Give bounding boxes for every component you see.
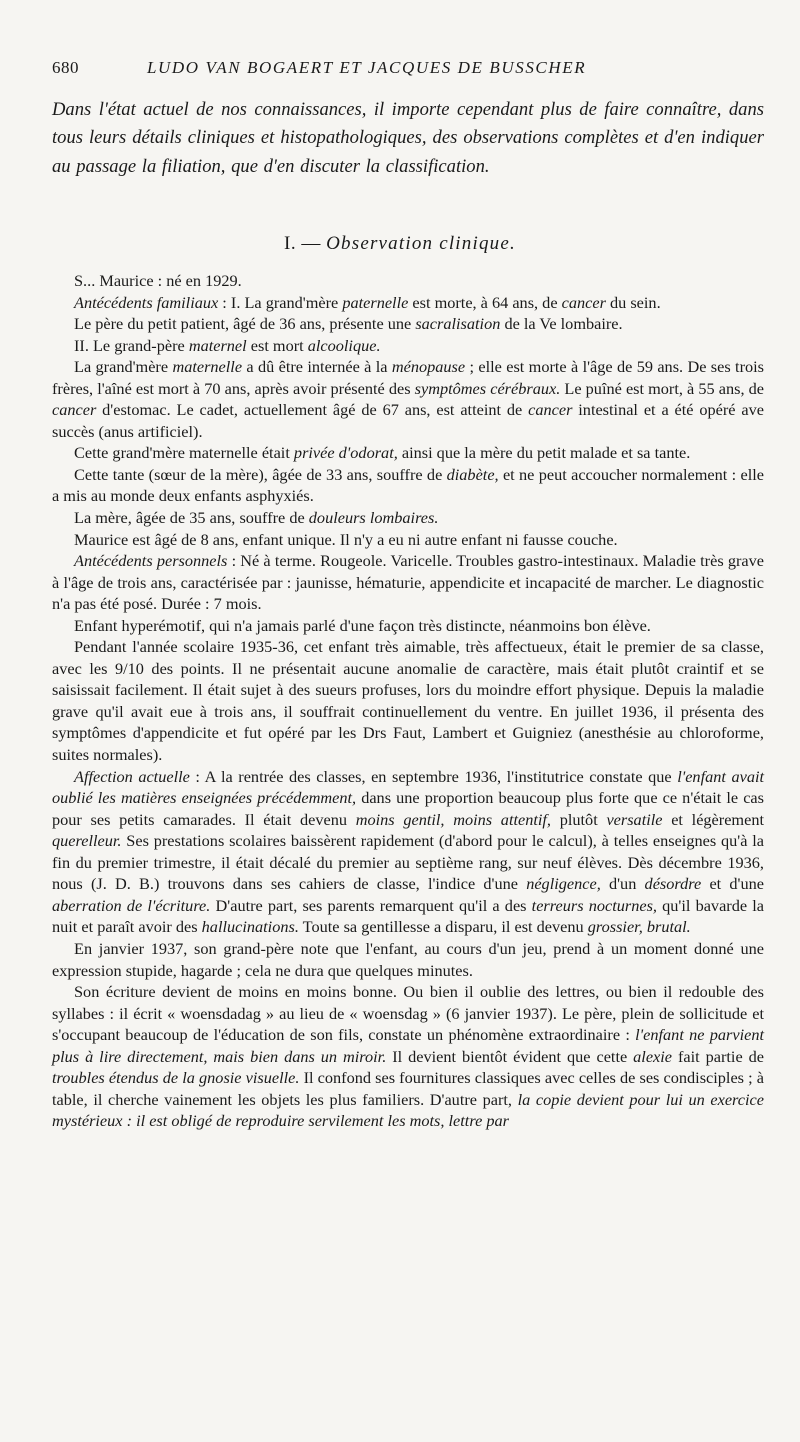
paragraph bbox=[52, 356, 764, 442]
text-run: S... Maurice : né en 1929. bbox=[74, 271, 242, 290]
text-run: D'autre part, ses parents remarquent qu'il a des bbox=[210, 895, 532, 915]
text-run: intestinal et a été opéré ave succès (anus artificiel). bbox=[52, 400, 764, 441]
italic-run: paternelle bbox=[342, 292, 409, 312]
paragraph bbox=[52, 529, 764, 551]
section-heading bbox=[0, 233, 800, 255]
text-run: de la Ve lombaire. bbox=[500, 314, 623, 334]
paragraph bbox=[52, 292, 764, 314]
section-title: Observation clinique. bbox=[326, 233, 516, 254]
italic-run: troubles étendus de la gnosie visuelle. bbox=[52, 1068, 300, 1088]
text-run: Pendant l'année scolaire 1935-36, cet enfant très aimable, très affectueux, était le premier de sa classe, avec les 9/10 des points. Il ne présentait aucune anomalie de caractère, mais était plutôt craintif et se saisissait facilement. Il était sujet à des sueurs profuses, lors du moindre effort physique. Depuis la maladie grave qu'il avait eue à trois ans, il souffrait continuellement du ventre. En juillet 1936, il présenta des symptômes d'appendicite et fut opéré par les Drs Faut, Lambert et Guigniez (anesthésie au chloroforme, suites normales). bbox=[52, 637, 764, 765]
italic-run: ménopause bbox=[391, 357, 466, 377]
italic-run: cancer bbox=[52, 400, 97, 420]
text-run: a dû être internée à la bbox=[242, 357, 392, 377]
text-run: ainsi que la mère du petit malade et sa tante. bbox=[397, 443, 691, 463]
italic-run: alcoolique. bbox=[307, 335, 381, 355]
text-run: En janvier 1937, son grand-père note que l'enfant, au cours d'un jeu, prend à un moment donné une expression stupide, hagarde ; cela ne dura que quelques minutes. bbox=[52, 938, 764, 980]
italic-run: maternel bbox=[188, 335, 247, 355]
italic-run: Antécédents personnels bbox=[74, 551, 228, 571]
paragraph bbox=[52, 636, 764, 765]
text-run: et d'une bbox=[701, 874, 764, 894]
text-run: est mort bbox=[246, 335, 308, 355]
italic-run: moins gentil, moins attentif, bbox=[355, 809, 552, 829]
text-run: Enfant hyperémotif, qui n'a jamais parlé d'une façon très distincte, néanmoins bon élève. bbox=[74, 615, 651, 635]
paragraph bbox=[52, 270, 764, 292]
italic-run: Affection actuelle bbox=[74, 766, 190, 786]
paragraph bbox=[52, 615, 764, 637]
italic-run: la copie devient pour lui un exercice mystérieux : il est obligé de reproduire servilement les mots, lettre par bbox=[52, 1089, 764, 1131]
text-run: du sein. bbox=[605, 292, 661, 312]
italic-run: grossier, brutal. bbox=[587, 917, 691, 937]
page-header bbox=[52, 58, 748, 84]
text-run: plutôt bbox=[551, 809, 607, 829]
text-run: Cette tante (sœur de la mère), âgée de 33 ans, souffre de bbox=[74, 464, 447, 484]
body-text bbox=[52, 270, 764, 1132]
paragraph bbox=[52, 507, 764, 529]
text-run: Son écriture devient de moins en moins bonne. Ou bien il oublie des lettres, ou bien il redouble des syllabes : il écrit « woensdadag » au lieu de « woensdag » (6 janvier 1937). Le père, plein de sollicitude et s'occupant beaucoup de l'éducation de son fils, constate un phénomène extraordinaire : bbox=[52, 982, 764, 1045]
intro-paragraph: Dans l'état actuel de nos connaissances, il importe cependant plus de faire connaître, dans tous leurs détails cliniques et histopathologiques, des observations complètes et d'en indiquer au passage la filiation, que d'en discuter la classification. bbox=[52, 99, 764, 177]
text-run: Il devient bientôt évident que cette bbox=[386, 1046, 634, 1066]
italic-run: désordre bbox=[644, 874, 702, 894]
paragraph bbox=[52, 766, 764, 938]
italic-run: querelleur. bbox=[52, 831, 122, 851]
paragraph bbox=[52, 464, 764, 507]
italic-run: diabète, bbox=[446, 464, 499, 484]
paragraph bbox=[52, 335, 764, 357]
text-run: Cette grand'mère maternelle était bbox=[74, 443, 294, 463]
italic-run: symptômes cérébraux. bbox=[414, 378, 561, 398]
text-run: et légèrement bbox=[662, 809, 764, 829]
text-run: fait partie de bbox=[672, 1046, 764, 1066]
text-run: Le puîné est mort, à 55 ans, de bbox=[560, 378, 764, 398]
italic-run: négligence, bbox=[526, 874, 601, 894]
paragraph bbox=[52, 550, 764, 615]
paragraph bbox=[52, 313, 764, 335]
text-run: II. Le grand-père bbox=[74, 335, 189, 355]
text-run: d'un bbox=[600, 874, 645, 894]
running-title: LUDO VAN BOGAERT ET JACQUES DE BUSSCHER bbox=[147, 58, 587, 77]
section-number: I. — bbox=[284, 233, 321, 254]
text-run: et ne peut accoucher normalement : elle a mis au monde deux enfants asphyxiés. bbox=[52, 464, 764, 506]
italic-run: douleurs lombaires. bbox=[308, 508, 439, 528]
italic-run: Antécédents familiaux bbox=[74, 292, 219, 312]
italic-run: aberration de l'écriture. bbox=[52, 895, 211, 915]
text-run: Maurice est âgé de 8 ans, enfant unique. Il n'y a eu ni autre enfant ni fausse couche. bbox=[74, 529, 618, 549]
italic-run: l'enfant avait oublié les matières enseignées précédemment, bbox=[52, 766, 765, 808]
italic-run: cancer bbox=[561, 292, 606, 312]
text-run: La grand'mère bbox=[74, 357, 173, 377]
paragraph bbox=[52, 938, 764, 981]
italic-run: hallucinations. bbox=[201, 917, 299, 937]
paragraph bbox=[52, 442, 764, 464]
italic-run: privée d'odorat, bbox=[293, 443, 398, 463]
text-run: Ses prestations scolaires baissèrent rapidement (d'abord pour le calcul), à telles enseignes qu'à la fin du premier trimestre, il était décalé du premier au septième rang, sur neuf élèves. Dès décembre 1936, nous (J. D. B.) trouvons dans ses cahiers de classe, l'indice d'une bbox=[52, 831, 764, 894]
text-run: La mère, âgée de 35 ans, souffre de bbox=[74, 508, 309, 528]
text-run: : A la rentrée des classes, en septembre 1936, l'institutrice constate que bbox=[189, 766, 678, 786]
text-run: Le père du petit patient, âgé de 36 ans, présente une bbox=[74, 314, 416, 334]
italic-run: versatile bbox=[606, 809, 663, 829]
text-run: Il confond ses fournitures classiques avec celles de ses condisciples ; à table, il cherche vainement les objets les plus familiers. D'autre part, bbox=[52, 1068, 765, 1109]
text-run: d'estomac. Le cadet, actuellement âgé de 67 ans, est atteint de bbox=[96, 400, 529, 420]
text-run: est morte, à 64 ans, de bbox=[408, 292, 562, 312]
italic-run: maternelle bbox=[172, 357, 243, 377]
paragraph bbox=[52, 981, 764, 1132]
text-run: qu'il bavarde la nuit et paraît avoir des bbox=[52, 895, 765, 937]
text-run: : Né à terme. Rougeole. Varicelle. Troubles gastro-intestinaux. Maladie très grave à l'âge de trois ans, caractérisée par : jaunisse, hématurie, appendicite et incapacité de marcher. Le diagnostic n'a pas été posé. Durée : 7 mois. bbox=[52, 551, 764, 614]
page-number: 680 bbox=[52, 58, 79, 77]
text-run: dans une proportion beaucoup plus forte que ce n'était le cas pour ses petits camarades. Il était devenu bbox=[52, 788, 764, 829]
text-run: : I. La grand'mère bbox=[218, 292, 343, 312]
italic-run: l'enfant ne parvient plus à lire directement, mais bien dans un miroir. bbox=[52, 1025, 765, 1066]
italic-run: cancer bbox=[528, 400, 573, 420]
italic-run: sacralisation bbox=[415, 314, 501, 334]
text-run: Toute sa gentillesse a disparu, il est devenu bbox=[298, 917, 588, 937]
italic-run: alexie bbox=[633, 1046, 673, 1066]
text-run: ; elle est morte à l'âge de 59 ans. De ses trois frères, l'aîné est mort à 70 ans, après avoir présenté des bbox=[52, 357, 765, 398]
italic-run: terreurs nocturnes, bbox=[531, 895, 657, 915]
